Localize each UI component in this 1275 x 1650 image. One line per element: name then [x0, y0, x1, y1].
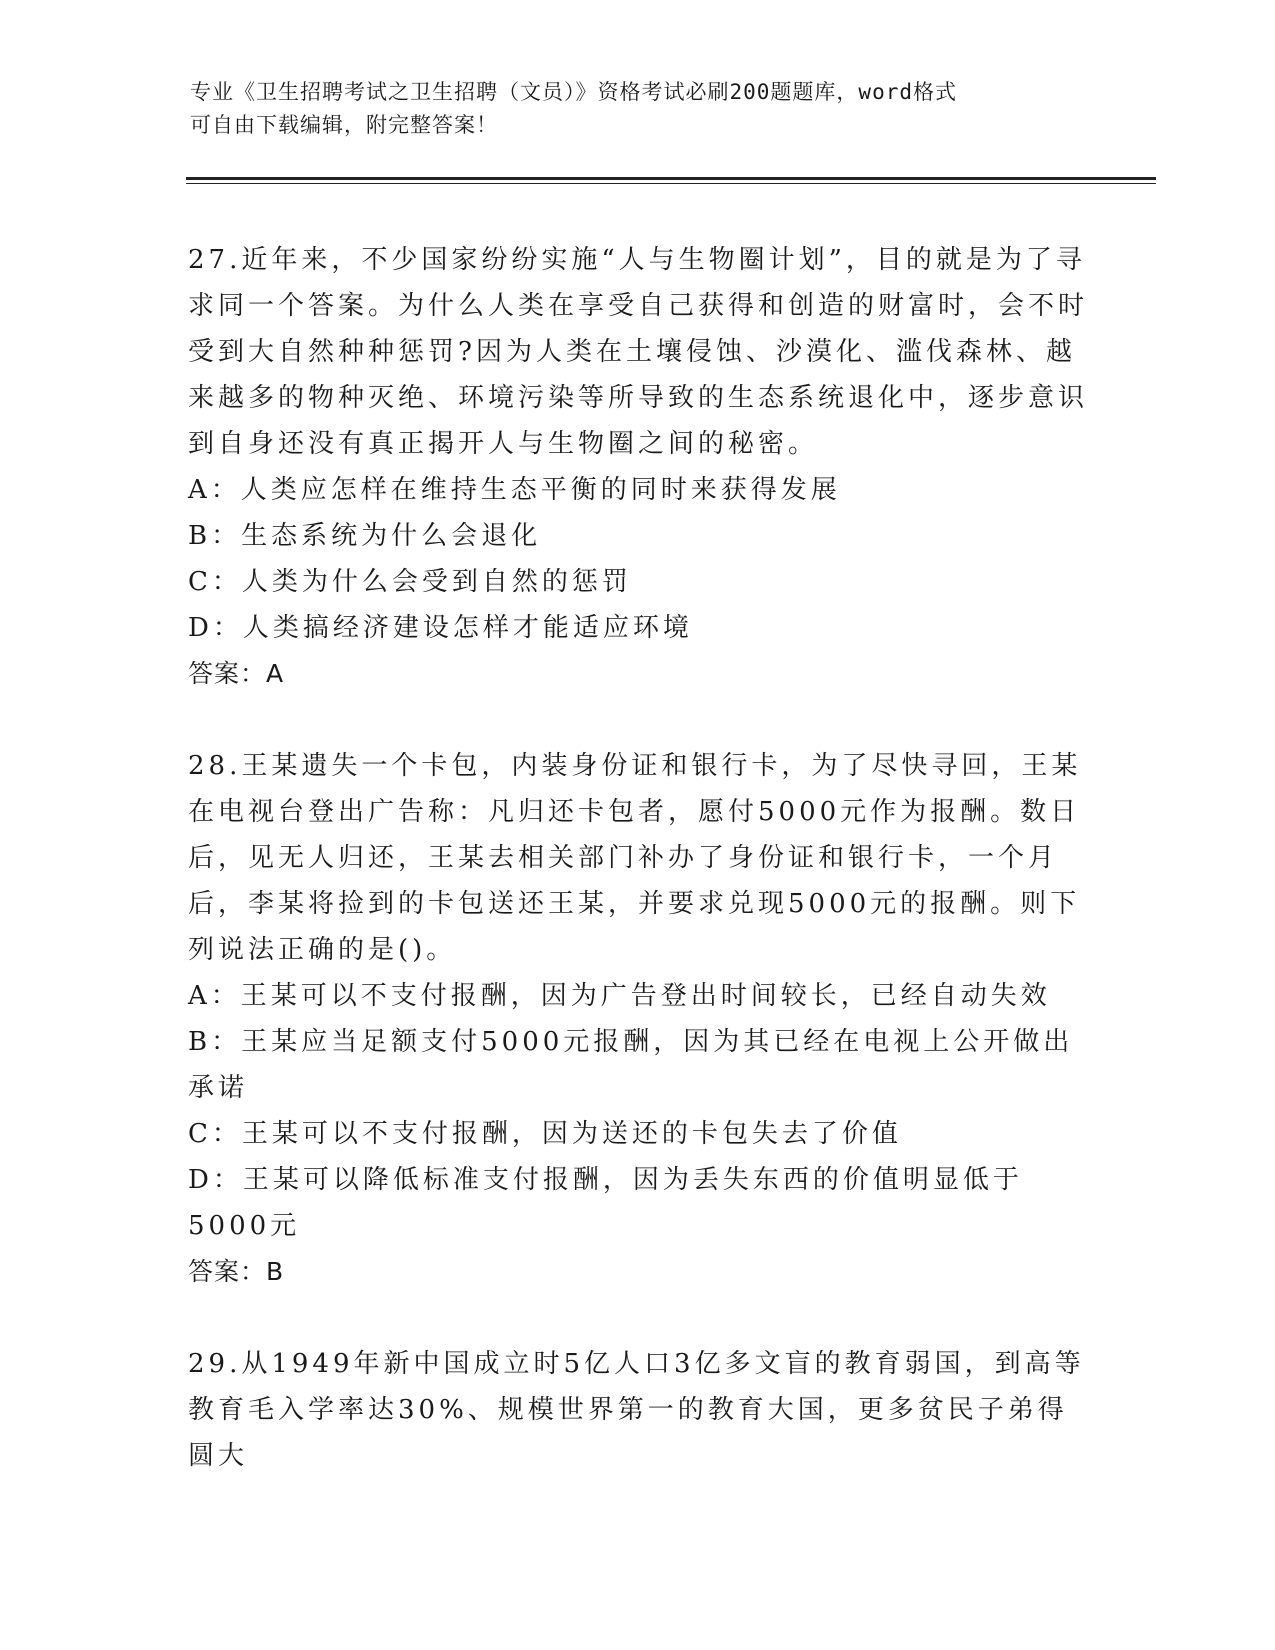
header-line-2: 可自由下载编辑，附完整答案！	[190, 113, 498, 137]
question-stem: 29.从1949年新中国成立时5亿人口3亿多文盲的教育弱国，到高等教育毛入学率达30%、规模世界第一的教育大国，更多贫民子弟得圆大	[188, 1349, 1085, 1471]
option-b: B：王某应当足额支付5000元报酬，因为其已经在电视上公开做出承诺	[188, 1027, 1074, 1103]
option-d: D：人类搞经济建设怎样才能适应环境	[188, 613, 693, 643]
question-stem: 28.王某遗失一个卡包，内装身份证和银行卡，为了尽快寻回，王某在电视台登出广告称：凡归还卡包者，愿付5000元作为报酬。数日后，见无人归还，王某去相关部门补办了身份证和银行卡，一个月后，李某将捡到的卡包送还王某，并要求兑现5000元的报酬。则下列说法正确的是()。	[188, 751, 1082, 965]
document-header	[190, 76, 1090, 142]
header-line-1: 专业《卫生招聘考试之卫生招聘（文员）》资格考试必刷200题题库，word格式	[190, 80, 957, 104]
question-27	[188, 237, 1088, 697]
question-stem: 27.近年来，不少国家纷纷实施“人与生物圈计划”，目的就是为了寻求同一个答案。为什么人类在享受自己获得和创造的财富时，会不时受到大自然种种惩罚?因为人类在土壤侵蚀、沙漠化、滥伐森林、越来越多的物种灭绝、环境污染等所导致的生态系统退化中，逐步意识到自身还没有真正揭开人与生物圈之间的秘密。	[188, 245, 1089, 459]
option-a: A：王某可以不支付报酬，因为广告登出时间较长，已经自动失效	[188, 981, 1051, 1011]
option-a: A：人类应怎样在维持生态平衡的同时来获得发展	[188, 475, 841, 505]
header-rule-thick	[186, 177, 1156, 180]
question-29	[188, 1341, 1088, 1479]
option-d: D：王某可以降低标准支付报酬，因为丢失东西的价值明显低于5000元	[188, 1165, 1023, 1241]
question-28	[188, 743, 1088, 1295]
answer: 答案：B	[188, 1257, 285, 1286]
answer: 答案：A	[188, 659, 285, 688]
option-c: C：人类为什么会受到自然的惩罚	[188, 567, 632, 597]
option-c: C：王某可以不支付报酬，因为送还的卡包失去了价值	[188, 1119, 902, 1149]
option-b: B：生态系统为什么会退化	[188, 521, 542, 551]
header-rule-thin	[186, 183, 1156, 184]
questions-list	[188, 237, 1088, 1525]
